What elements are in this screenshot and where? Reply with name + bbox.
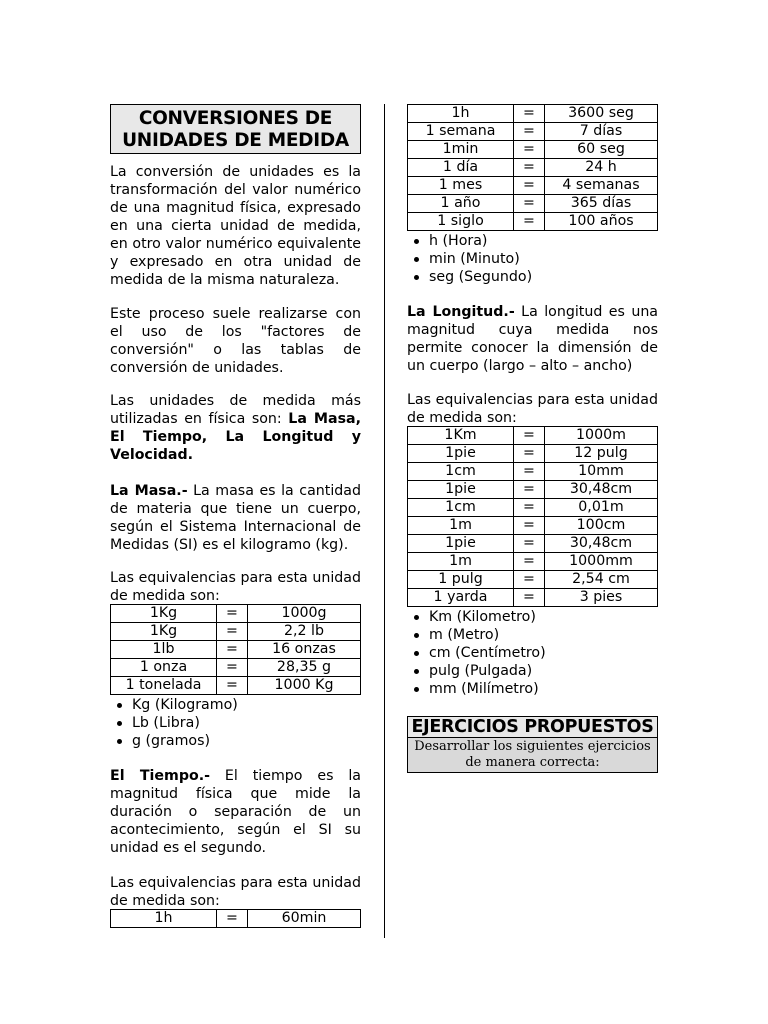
table-row — [408, 195, 658, 213]
table-cell-equals-sign: = — [217, 623, 248, 641]
table-cell-to-value: 7 días — [545, 123, 658, 141]
magnitudes-list: La Masa, El Tiempo, La Longitud y Velocidad. — [110, 411, 362, 463]
tiempo-units-list — [407, 232, 532, 286]
table-cell-from-unit: 1h — [408, 105, 514, 123]
table-cell-equals-sign: = — [514, 195, 545, 213]
table-cell-from-unit: 1 pulg — [408, 571, 514, 589]
table-row — [408, 105, 658, 123]
tiempo-heading: El Tiempo.- — [110, 768, 211, 784]
masa-paragraph — [110, 482, 361, 554]
table-cell-from-unit: 1pie — [408, 535, 514, 553]
ejercicios-title: EJERCICIOS PROPUESTOS — [407, 716, 658, 738]
table-cell-from-unit: 1lb — [111, 641, 217, 659]
table-row — [408, 159, 658, 177]
table-cell-equals-sign: = — [514, 159, 545, 177]
table-cell-equals-sign: = — [217, 605, 248, 623]
masa-heading: La Masa.- — [110, 483, 188, 499]
table-cell-to-value: 28,35 g — [248, 659, 361, 677]
table-cell-equals-sign: = — [514, 589, 545, 607]
table-cell-equals-sign: = — [514, 123, 545, 141]
list-item: m (Metro) — [407, 626, 546, 644]
table-cell-equals-sign: = — [514, 553, 545, 571]
list-item: cm (Centímetro) — [407, 644, 546, 662]
table-cell-to-value: 10mm — [545, 463, 658, 481]
table-row — [408, 571, 658, 589]
list-item: mm (Milímetro) — [407, 680, 546, 698]
table-row — [408, 445, 658, 463]
table-cell-from-unit: 1h — [111, 910, 217, 928]
table-row — [111, 605, 361, 623]
intro-paragraph-1: La conversión de unidades es la transformación del valor numérico de una magnitud física, expresado en una cierta unidad de medida, en otro valor numérico equivalente y expresado en otra unidad de medida de la misma naturaleza. — [110, 164, 361, 288]
table-row — [408, 427, 658, 445]
table-cell-to-value: 12 pulg — [545, 445, 658, 463]
table-cell-to-value: 1000mm — [545, 553, 658, 571]
ejercicios-line-2: de manera correcta: — [465, 755, 600, 770]
table-cell-equals-sign: = — [514, 141, 545, 159]
table-cell-from-unit: 1 onza — [111, 659, 217, 677]
table-row — [408, 177, 658, 195]
table-cell-to-value: 60min — [248, 910, 361, 928]
table-cell-to-value: 3600 seg — [545, 105, 658, 123]
table-cell-equals-sign: = — [514, 535, 545, 553]
list-item: h (Hora) — [407, 232, 532, 250]
table-cell-from-unit: 1pie — [408, 445, 514, 463]
table-row — [408, 517, 658, 535]
table-cell-to-value: 1000g — [248, 605, 361, 623]
table-row — [408, 589, 658, 607]
table-row — [111, 677, 361, 695]
table-cell-to-value: 60 seg — [545, 141, 658, 159]
table-cell-to-value: 365 días — [545, 195, 658, 213]
table-cell-to-value: 100cm — [545, 517, 658, 535]
table-cell-equals-sign: = — [514, 427, 545, 445]
table-cell-from-unit: 1 mes — [408, 177, 514, 195]
table-row — [408, 213, 658, 231]
intro-paragraph-2: Este proceso suele realizarse con el uso de los "factores de conversión" o las tablas de conversión de unidades. — [110, 306, 361, 376]
table-cell-to-value: 3 pies — [545, 589, 658, 607]
table-cell-from-unit: 1 siglo — [408, 213, 514, 231]
table-row — [408, 553, 658, 571]
masa-text: La masa es la cantidad de materia que tiene un cuerpo, según el Sistema Internacional de Medidas (SI) es el kilogramo (kg). — [110, 483, 362, 553]
table-cell-to-value: 30,48cm — [545, 535, 658, 553]
table-cell-to-value: 0,01m — [545, 499, 658, 517]
table-cell-equals-sign: = — [514, 445, 545, 463]
table-cell-equals-sign: = — [217, 641, 248, 659]
page-title — [110, 104, 361, 154]
table-cell-equals-sign: = — [514, 177, 545, 195]
table-row — [408, 463, 658, 481]
page-title-line-1: CONVERSIONES DE — [138, 108, 333, 129]
tiempo-equiv-intro: Las equivalencias para esta unidad de medida son: — [110, 875, 361, 909]
longitud-equiv-intro: Las equivalencias para esta unidad de medida son: — [407, 392, 658, 426]
table-cell-from-unit: 1cm — [408, 463, 514, 481]
masa-equiv-intro: Las equivalencias para esta unidad de medida son: — [110, 570, 361, 604]
table-cell-equals-sign: = — [514, 463, 545, 481]
table-row — [408, 499, 658, 517]
longitud-paragraph — [407, 303, 658, 375]
table-cell-equals-sign: = — [514, 517, 545, 535]
table-cell-equals-sign: = — [217, 659, 248, 677]
table-cell-from-unit: 1Kg — [111, 605, 217, 623]
page-title-line-2: UNIDADES DE MEDIDA — [122, 130, 349, 151]
table-cell-equals-sign: = — [514, 571, 545, 589]
table-cell-from-unit: 1 año — [408, 195, 514, 213]
table-cell-to-value: 4 semanas — [545, 177, 658, 195]
list-item: Kg (Kilogramo) — [110, 696, 238, 714]
table-cell-equals-sign: = — [217, 910, 248, 928]
table-row — [408, 141, 658, 159]
table-cell-from-unit: 1cm — [408, 499, 514, 517]
table-cell-to-value: 24 h — [545, 159, 658, 177]
list-item: seg (Segundo) — [407, 268, 532, 286]
table-row — [111, 623, 361, 641]
table-cell-to-value: 30,48cm — [545, 481, 658, 499]
table-row — [408, 535, 658, 553]
tiempo-table-right — [407, 104, 658, 231]
tiempo-text: El tiempo es la magnitud física que mide la duración o separación de un acontecimiento, según el SI su unidad es el segundo. — [110, 768, 361, 856]
table-cell-from-unit: 1 tonelada — [111, 677, 217, 695]
longitud-table — [407, 426, 658, 607]
table-cell-from-unit: 1 semana — [408, 123, 514, 141]
table-cell-from-unit: 1 yarda — [408, 589, 514, 607]
table-cell-from-unit: 1 día — [408, 159, 514, 177]
table-row — [408, 123, 658, 141]
list-item: Lb (Libra) — [110, 714, 238, 732]
table-cell-equals-sign: = — [514, 213, 545, 231]
table-cell-from-unit: 1pie — [408, 481, 514, 499]
table-cell-to-value: 100 años — [545, 213, 658, 231]
intro-paragraph-3 — [110, 392, 361, 464]
table-cell-equals-sign: = — [217, 677, 248, 695]
list-item: min (Minuto) — [407, 250, 532, 268]
list-item: pulg (Pulgada) — [407, 662, 546, 680]
table-row — [111, 659, 361, 677]
longitud-units-list — [407, 608, 546, 698]
table-cell-to-value: 1000 Kg — [248, 677, 361, 695]
table-cell-equals-sign: = — [514, 481, 545, 499]
ejercicios-instructions — [407, 738, 658, 773]
table-cell-equals-sign: = — [514, 105, 545, 123]
table-cell-to-value: 16 onzas — [248, 641, 361, 659]
table-cell-equals-sign: = — [514, 499, 545, 517]
table-row — [408, 481, 658, 499]
table-row — [111, 641, 361, 659]
intro-paragraph-3-text: Las unidades de medida más utilizadas en física son: — [110, 393, 361, 427]
masa-units-list — [110, 696, 238, 750]
list-item: Km (Kilometro) — [407, 608, 546, 626]
table-cell-from-unit: 1Km — [408, 427, 514, 445]
table-row — [111, 910, 361, 928]
table-cell-to-value: 1000m — [545, 427, 658, 445]
table-cell-from-unit: 1m — [408, 553, 514, 571]
tiempo-paragraph — [110, 767, 361, 857]
ejercicios-line-1: Desarrollar los siguientes ejercicios — [414, 739, 651, 754]
list-item: g (gramos) — [110, 732, 238, 750]
table-cell-to-value: 2,54 cm — [545, 571, 658, 589]
table-cell-from-unit: 1m — [408, 517, 514, 535]
longitud-heading: La Longitud.- — [407, 304, 515, 320]
longitud-text: La longitud es una magnitud cuya medida nos permite conocer la dimensión de un cuerpo (largo – alto – ancho) — [407, 304, 659, 374]
table-cell-to-value: 2,2 lb — [248, 623, 361, 641]
table-cell-from-unit: 1Kg — [111, 623, 217, 641]
tiempo-table-left — [110, 909, 361, 928]
masa-table — [110, 604, 361, 695]
table-cell-from-unit: 1min — [408, 141, 514, 159]
column-divider — [384, 104, 385, 938]
